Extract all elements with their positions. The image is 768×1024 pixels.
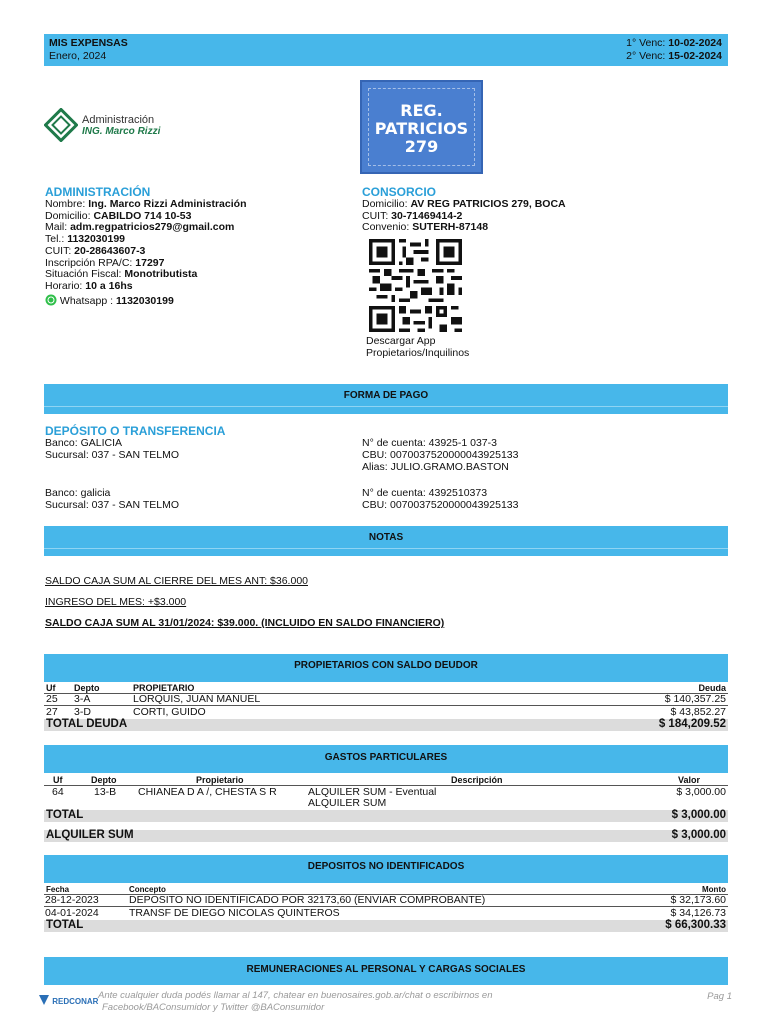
app-download-line2: Propietarios/Inquilinos [366, 347, 470, 359]
app-qr-code-icon[interactable] [366, 239, 465, 332]
depositos-header-fecha: Fecha [46, 885, 70, 894]
bank1-alias: Alias: JULIO.GRAMO.BASTON [362, 461, 509, 473]
depositos-header-concepto: Concepto [129, 885, 166, 894]
bank2-sucursal: Sucursal: 037 - SAN TELMO [45, 499, 180, 511]
deudores-header-uf: Uf [46, 683, 56, 693]
venc2: 2° Venc: 15-02-2024 [626, 50, 722, 62]
gastos-header-depto: Depto [91, 775, 117, 785]
deposito-title: DEPÓSITO O TRANSFERENCIA [45, 424, 226, 438]
admin-tel: Tel.: 1132030199 [45, 233, 126, 245]
admin-rpa: Inscripción RPA/C: 17297 [45, 257, 165, 269]
admin-nombre: Nombre: Ing. Marco Rizzi Administración [45, 198, 247, 210]
building-name-badge: REG. PATRICIOS 279 [360, 80, 483, 174]
header-band [44, 34, 728, 66]
admin-section-title: ADMINISTRACIÓN [45, 185, 151, 199]
notas-band: NOTAS [44, 526, 728, 556]
doc-period: Enero, 2024 [49, 50, 107, 62]
bank2-cbu: CBU: 0070037520000043925133 [362, 499, 519, 511]
deudores-header-depto: Depto [74, 683, 100, 693]
gastos-header-descripcion: Descripción [451, 775, 503, 785]
deudores-band: PROPIETARIOS CON SALDO DEUDOR [44, 654, 728, 682]
gastos-band: GASTOS PARTICULARES [44, 745, 728, 773]
depositos-total-row: TOTAL $ 66,300.33 [46, 919, 726, 931]
footer-help-text: Ante cualquier duda podés llamar al 147, chatear en buenosaires.gob.ar/chat o escribirnos en Facebook/BAConsumidor y Twitter @BAConsumidor [98, 990, 493, 1013]
consorcio-section-title: CONSORCIO [362, 185, 437, 199]
doc-title: MIS EXPENSAS [49, 37, 128, 49]
bank1-banco: Banco: GALICIA [45, 437, 123, 449]
admin-fiscal: Situación Fiscal: Monotributista [45, 268, 198, 280]
bank1-sucursal: Sucursal: 037 - SAN TELMO [45, 449, 180, 461]
consorcio-convenio: Convenio: SUTERH-87148 [362, 221, 489, 233]
redconar-logo: REDCONAR [38, 994, 98, 1006]
remuneraciones-band: REMUNERACIONES AL PERSONAL Y CARGAS SOCIALES [44, 957, 728, 985]
gastos-header-valor: Valor [677, 775, 700, 785]
venc1: 1° Venc: 10-02-2024 [626, 37, 722, 49]
admin-cuit: CUIT: 20-28643607-3 [45, 245, 146, 257]
redconar-logo-icon [38, 994, 50, 1006]
deudores-header-propietario: PROPIETARIO [133, 683, 195, 693]
app-download-line1: Descargar App [366, 335, 436, 347]
deudores-total-row: TOTAL DEUDA $ 184,209.52 [46, 718, 726, 730]
depositos-header-monto: Monto [702, 885, 726, 894]
nota-1: SALDO CAJA SUM AL CIERRE DEL MES ANT: $36.000 [45, 575, 308, 587]
bank1-cuenta: N° de cuenta: 43925-1 037-3 [362, 437, 497, 449]
page-number: Pag 1 [707, 991, 732, 1002]
deudores-header-deuda: Deuda [698, 683, 726, 693]
admin-mail: Mail: adm.regpatricios279@gmail.com [45, 221, 235, 233]
bank2-banco: Banco: galicia [45, 487, 111, 499]
nota-2: INGRESO DEL MES: +$3.000 [45, 596, 187, 608]
bank1-cbu: CBU: 0070037520000043925133 [362, 449, 519, 461]
consorcio-domicilio: Domicilio: AV REG PATRICIOS 279, BOCA [362, 198, 566, 210]
nota-3: SALDO CAJA SUM AL 31/01/2024: $39.000. (INCLUIDO EN SALDO FINANCIERO) [45, 617, 445, 629]
bank2-cuenta: N° de cuenta: 4392510373 [362, 487, 488, 499]
gastos-header-propietario: Propietario [196, 775, 244, 785]
forma-pago-band: FORMA DE PAGO [44, 384, 728, 414]
consorcio-cuit: CUIT: 30-71469414-2 [362, 210, 463, 222]
admin-logo: Administración ING. Marco Rizzi [44, 108, 174, 144]
gastos-total-row: TOTAL $ 3,000.00 [46, 809, 726, 821]
depositos-band: DEPOSITOS NO IDENTIFICADOS [44, 855, 728, 883]
gastos-header-uf: Uf [53, 775, 63, 785]
whatsapp-icon [45, 294, 57, 306]
diamond-logo-icon [44, 108, 78, 142]
admin-horario: Horario: 10 a 16hs [45, 280, 133, 292]
alquiler-sum-total-row: ALQUILER SUM $ 3,000.00 [46, 829, 726, 841]
admin-domicilio: Domicilio: CABILDO 714 10-53 [45, 210, 192, 222]
admin-whatsapp: Whatsapp : 1132030199 [45, 294, 174, 307]
